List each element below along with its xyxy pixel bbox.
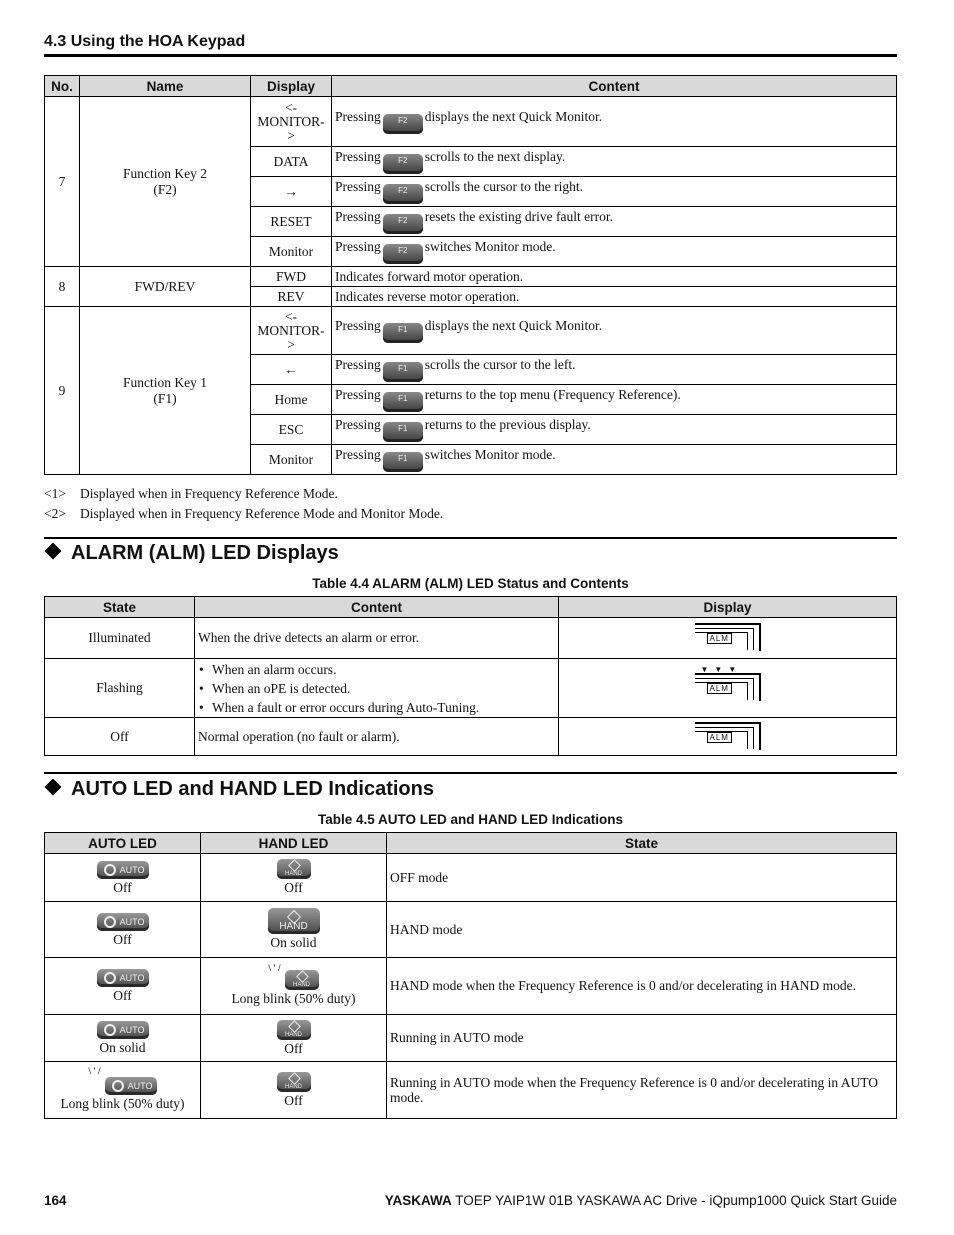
table-row xyxy=(45,659,897,718)
table-header-row xyxy=(45,76,897,97)
section-rule xyxy=(44,537,897,539)
content-cell xyxy=(332,355,897,385)
bullet-list xyxy=(198,660,555,717)
display-cell: FWD xyxy=(251,267,332,287)
hand-button-label: HAND xyxy=(284,1031,302,1038)
auto-led-state: Off xyxy=(113,879,132,895)
content-cell xyxy=(332,385,897,415)
state-cell: Off xyxy=(45,718,195,756)
alm-label: ALM xyxy=(707,732,732,743)
footnote-number: <1> xyxy=(44,486,66,501)
col-header-no: No. xyxy=(45,76,80,97)
hand-led-cell xyxy=(201,958,387,1015)
alarm-table-caption: Table 4.4 ALARM (ALM) LED Status and Contents xyxy=(312,576,629,591)
key-name-line: Function Key 1 xyxy=(123,374,207,390)
auto-led-state: On solid xyxy=(99,1040,146,1055)
blink-rays-icon xyxy=(269,966,285,976)
content-cell xyxy=(332,177,897,207)
content-pre: Pressing xyxy=(335,239,381,254)
content-post: switches Monitor mode. xyxy=(424,239,556,254)
content-post: switches Monitor mode. xyxy=(424,447,556,462)
brand-name: YASKAWA xyxy=(384,1193,452,1208)
key-name-line: (F2) xyxy=(153,181,177,197)
content-post: returns to the top menu (Frequency Reference). xyxy=(424,387,681,402)
table-header-row xyxy=(45,833,897,854)
hand-led-state: Off xyxy=(284,1092,303,1108)
hand-button-lit-icon xyxy=(268,908,320,934)
col-header-content: Content xyxy=(195,597,559,618)
alm-illuminated-icon xyxy=(695,621,761,651)
content-cell xyxy=(332,307,897,355)
list-item: • When a fault or error occurs during Auto-Tuning. xyxy=(212,698,555,717)
display-cell: → xyxy=(251,177,332,207)
table-row xyxy=(45,718,897,756)
diamond-bullet-icon xyxy=(45,779,62,796)
hand-button-label: HAND xyxy=(279,921,308,932)
col-header-state: State xyxy=(387,833,897,854)
state-cell: HAND mode xyxy=(387,902,897,958)
footnote-text: Displayed when in Frequency Reference Mode and Monitor Mode. xyxy=(80,506,444,521)
key-name-line: Function Key 2 xyxy=(123,165,207,181)
table-row xyxy=(45,958,897,1015)
key-name-line: (F1) xyxy=(153,390,177,406)
col-header-state: State xyxy=(45,597,195,618)
table-row xyxy=(45,1062,897,1119)
key-name xyxy=(80,97,251,267)
hand-led-state: On solid xyxy=(270,935,317,950)
display-cell: RESET xyxy=(251,207,332,237)
auto-led-cell xyxy=(45,1062,201,1119)
content-cell: Indicates reverse motor operation. xyxy=(332,287,897,307)
content-cell: When the drive detects an alarm or error. xyxy=(195,618,559,659)
display-cell xyxy=(559,718,897,756)
auto-button-icon xyxy=(105,1077,157,1095)
content-cell xyxy=(332,97,897,147)
hand-led-cell xyxy=(201,902,387,958)
auto-button-label: AUTO xyxy=(119,916,145,927)
display-cell: <-MONITOR-> xyxy=(251,97,332,147)
hand-button-icon xyxy=(277,1020,311,1040)
table-row xyxy=(45,97,897,147)
auto-button-icon xyxy=(97,861,149,879)
led-table-caption: Table 4.5 AUTO LED and HAND LED Indications xyxy=(317,812,624,827)
header-rule xyxy=(44,54,897,57)
footnote xyxy=(44,506,443,526)
f2-key-icon: F2 xyxy=(383,184,423,204)
content-post: resets the existing drive fault error. xyxy=(424,209,613,224)
col-header-hand-led: HAND LED xyxy=(201,833,387,854)
content-pre: Pressing xyxy=(335,447,381,462)
table-row xyxy=(45,902,897,958)
blink-rays-icon xyxy=(89,1069,105,1079)
auto-button-lit-icon xyxy=(97,1021,149,1039)
content-post: scrolls the cursor to the left. xyxy=(424,357,576,372)
list-item: • When an oPE is detected. xyxy=(212,679,555,698)
hand-led-state: Off xyxy=(284,880,303,895)
content-post: scrolls the cursor to the right. xyxy=(424,179,583,194)
state-cell: OFF mode xyxy=(387,854,897,902)
auto-button-icon xyxy=(97,913,149,931)
page-number: 164 xyxy=(44,1193,67,1208)
table-row xyxy=(45,1015,897,1062)
auto-button-icon xyxy=(97,969,149,987)
led-table xyxy=(44,832,897,1119)
content-pre: Pressing xyxy=(335,318,381,333)
content-pre: Pressing xyxy=(335,357,381,372)
key-name xyxy=(80,307,251,475)
hand-button-label: HAND xyxy=(284,871,302,877)
display-cell: Home xyxy=(251,385,332,415)
content-cell xyxy=(195,659,559,718)
row-number: 7 xyxy=(45,97,80,267)
auto-led-cell xyxy=(45,958,201,1015)
f2-key-icon: F2 xyxy=(383,154,423,174)
footnote-text: Displayed when in Frequency Reference Mode. xyxy=(80,486,338,501)
auto-button-label: AUTO xyxy=(127,1080,153,1091)
content-pre: Pressing xyxy=(335,179,381,194)
content-pre: Pressing xyxy=(335,209,381,224)
section-header: 4.3 Using the HOA Keypad xyxy=(44,33,246,50)
footnote-number: <2> xyxy=(44,506,66,521)
col-header-name: Name xyxy=(80,76,251,97)
state-cell: Running in AUTO mode xyxy=(387,1015,897,1062)
content-pre: Pressing xyxy=(335,149,381,164)
display-cell xyxy=(559,618,897,659)
document-title xyxy=(385,1193,897,1208)
alm-label: ALM xyxy=(707,683,732,694)
f1-key-icon: F1 xyxy=(383,392,423,412)
state-cell: Running in AUTO mode when the Frequency Reference is 0 and/or decelerating in AUTO mode. xyxy=(387,1062,897,1119)
auto-led-cell xyxy=(45,1015,201,1062)
content-cell xyxy=(332,207,897,237)
alm-off-icon xyxy=(695,720,761,750)
display-cell: Monitor xyxy=(251,237,332,267)
auto-led-state: Off xyxy=(113,931,132,947)
f1-key-icon: F1 xyxy=(383,362,423,382)
list-item: • When an alarm occurs. xyxy=(212,660,555,679)
diamond-bullet-icon xyxy=(45,543,62,560)
hand-button-icon xyxy=(277,859,311,879)
col-header-display: Display xyxy=(559,597,897,618)
content-cell xyxy=(332,237,897,267)
hand-button-label: HAND xyxy=(292,981,310,988)
f1-key-icon: F1 xyxy=(383,452,423,472)
hand-led-cell xyxy=(201,1015,387,1062)
state-cell: HAND mode when the Frequency Reference is 0 and/or decelerating in HAND mode. xyxy=(387,958,897,1015)
display-cell: REV xyxy=(251,287,332,307)
auto-led-cell xyxy=(45,902,201,958)
hand-led-state: Off xyxy=(284,1040,303,1056)
hand-button-label: HAND xyxy=(284,1083,302,1090)
table-row xyxy=(45,267,897,287)
table-row xyxy=(45,618,897,659)
display-cell: ← xyxy=(251,355,332,385)
alarm-table xyxy=(44,596,897,756)
alm-label: ALM xyxy=(707,633,732,644)
col-header-content: Content xyxy=(332,76,897,97)
f1-key-icon: F1 xyxy=(383,422,423,442)
display-cell: Monitor xyxy=(251,445,332,475)
col-header-auto-led: AUTO LED xyxy=(45,833,201,854)
content-cell: Normal operation (no fault or alarm). xyxy=(195,718,559,756)
document-name: TOEP YAIP1W 01B YASKAWA AC Drive - iQpump1000 Quick Start Guide xyxy=(455,1193,897,1208)
state-cell: Illuminated xyxy=(45,618,195,659)
hand-led-cell xyxy=(201,854,387,902)
f2-key-icon: F2 xyxy=(383,114,423,134)
content-cell xyxy=(332,147,897,177)
hand-button-icon xyxy=(277,1072,311,1092)
alarm-section-title-text: ALARM (ALM) LED Displays xyxy=(71,542,339,564)
content-pre: Pressing xyxy=(335,387,381,402)
display-cell: DATA xyxy=(251,147,332,177)
display-cell: <-MONITOR-> xyxy=(251,307,332,355)
footnote xyxy=(44,486,443,506)
f2-key-icon: F2 xyxy=(383,214,423,234)
content-cell: Indicates forward motor operation. xyxy=(332,267,897,287)
keypad-table xyxy=(44,75,897,475)
key-name: FWD/REV xyxy=(80,267,251,307)
hand-button-icon xyxy=(285,970,319,990)
content-post: displays the next Quick Monitor. xyxy=(424,109,603,124)
hand-led-cell xyxy=(201,1062,387,1119)
alm-flashing-icon: ▼▼▼ ALM xyxy=(695,671,761,701)
table-row xyxy=(45,854,897,902)
content-pre: Pressing xyxy=(335,109,381,124)
row-number: 9 xyxy=(45,307,80,475)
content-cell xyxy=(332,445,897,475)
alarm-section-title xyxy=(44,542,339,565)
table-row xyxy=(45,307,897,355)
state-cell: Flashing xyxy=(45,659,195,718)
content-pre: Pressing xyxy=(335,417,381,432)
content-post: returns to the previous display. xyxy=(424,417,591,432)
footnotes xyxy=(44,486,443,526)
auto-led-state: Long blink (50% duty) xyxy=(60,1095,185,1111)
section-rule xyxy=(44,772,897,774)
auto-led-cell xyxy=(45,854,201,902)
table-header-row xyxy=(45,597,897,618)
f2-key-icon: F2 xyxy=(383,244,423,264)
f1-key-icon: F1 xyxy=(383,323,423,343)
auto-button-label: AUTO xyxy=(119,1025,145,1035)
auto-led-state: Off xyxy=(113,988,132,1003)
hand-led-state: Long blink (50% duty) xyxy=(231,990,356,1006)
content-cell xyxy=(332,415,897,445)
auto-button-label: AUTO xyxy=(119,864,145,875)
led-section-title-text: AUTO LED and HAND LED Indications xyxy=(71,778,434,800)
col-header-display: Display xyxy=(251,76,332,97)
led-section-title xyxy=(44,778,434,801)
content-post: scrolls to the next display. xyxy=(424,149,566,164)
auto-button-label: AUTO xyxy=(119,973,145,983)
content-post: displays the next Quick Monitor. xyxy=(424,318,603,333)
display-cell xyxy=(559,659,897,718)
row-number: 8 xyxy=(45,267,80,307)
display-cell: ESC xyxy=(251,415,332,445)
